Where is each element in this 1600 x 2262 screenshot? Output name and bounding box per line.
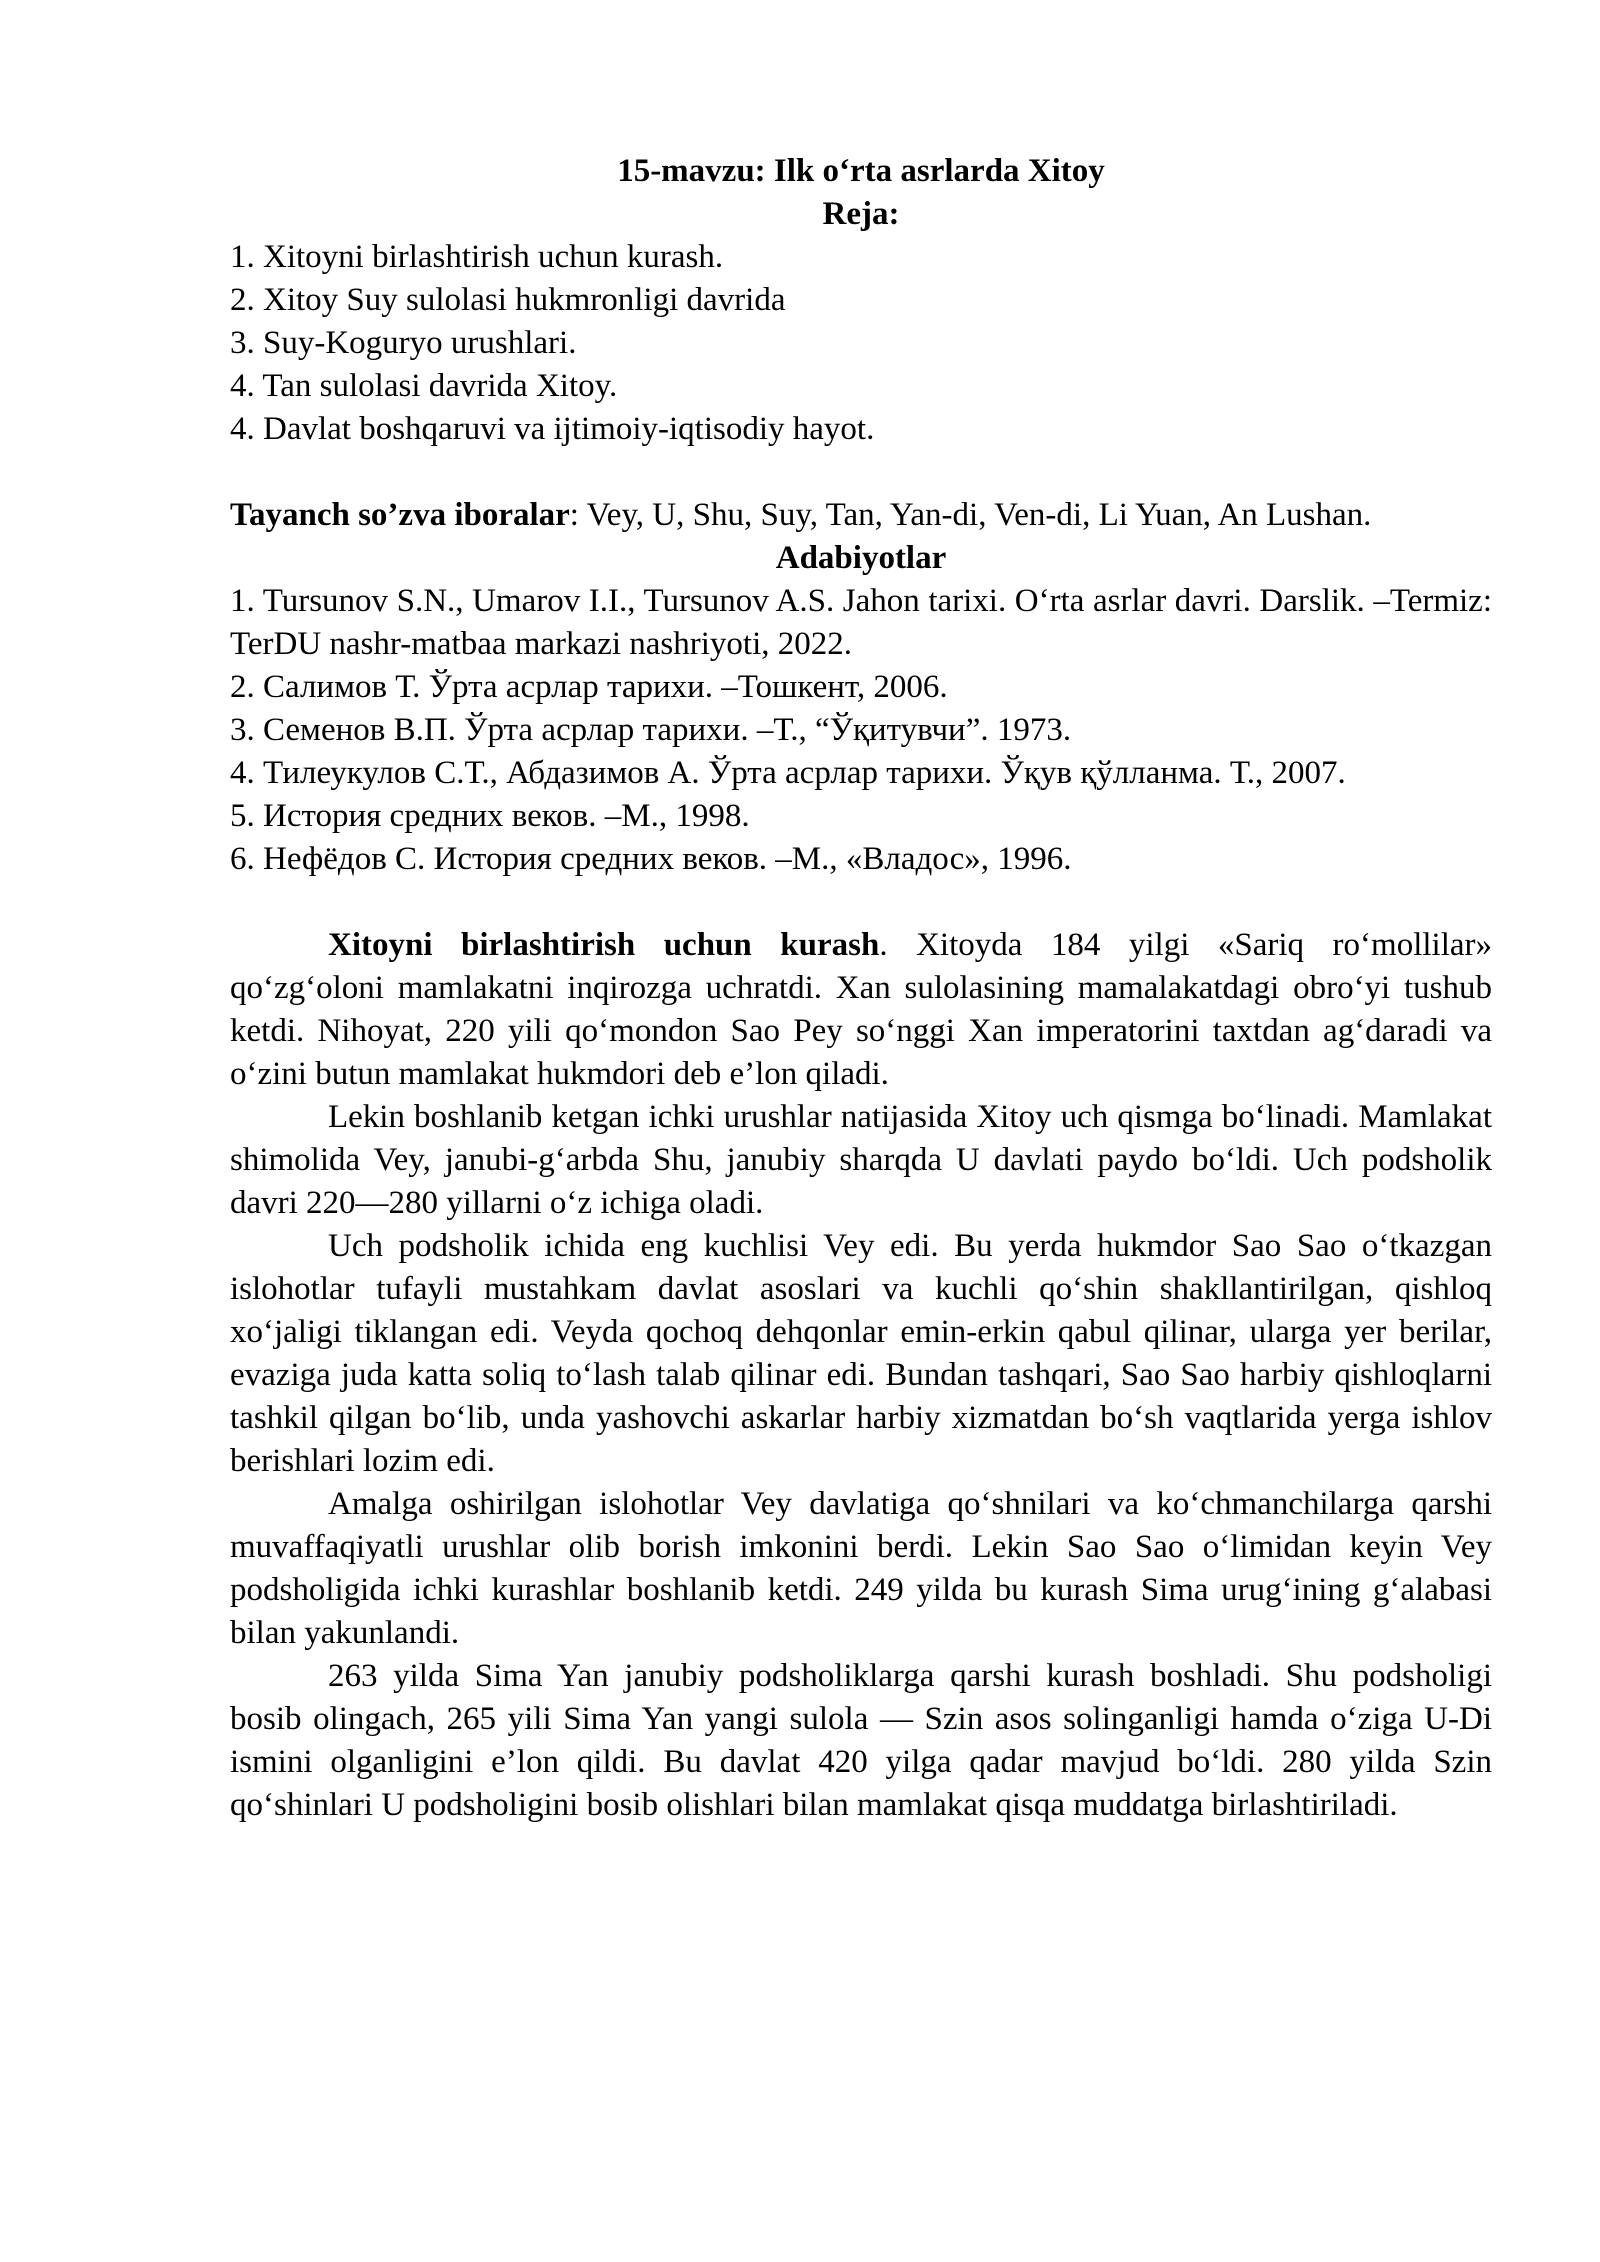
spacer (230, 451, 1492, 494)
plan-item: 2. Xitoy Suy sulolasi hukmronligi davrida (230, 282, 786, 318)
reference-item: 3. Семенов В.П. Ўрта асрлар тарихи. –Т., “Ўқитувчи”. 1973. (230, 712, 1072, 748)
reference-item: 2. Салимов Т. Ўрта асрлар тарихи. –Тошкент, 2006. (230, 669, 948, 705)
body-text: . Xitoyda 184 yilgi «Sariq ro‘mollilar» qo‘zg‘oloni mamlakatni inqirozga uchratdi. Xan sulolasining mamalakatdagi obro‘yi tushub ketdi. Nihoyat, 220 yili qo‘mondon Sao Pey so‘nggi Xan imperatorini taxtdan ag‘daradi va o‘zini butun mamlakat hukmdori deb e’lon qiladi. (230, 927, 1493, 1092)
plan-item: 4. Tan sulolasi davrida Xitoy. (230, 368, 618, 404)
body-paragraph (230, 924, 1492, 1096)
keywords-paragraph (230, 494, 1492, 537)
references-list (230, 580, 1492, 881)
keywords-label: Tayanch so’zva iboralar (230, 497, 570, 533)
plan-item: 4. Davlat boshqaruvi va ijtimoiy-iqtisodiy hayot. (230, 411, 875, 447)
section-heading: Xitoyni birlashtirish uchun kurash (328, 927, 880, 963)
body-paragraph: Lekin boshlanib ketgan ichki urushlar natijasida Xitoy uch qismga bo‘linadi. Mamlakat shimolida Vey, janubi-g‘arbda Shu, janubiy sharqda U davlati paydo bo‘ldi. Uch podsholik davri 220—280 yillarni o‘z ichiga oladi. (230, 1099, 1492, 1221)
reference-item: 4. Тилеукулов С.Т., Абдазимов А. Ўрта асрлар тарихи. Ўқув қўлланма. Т., 2007. (230, 755, 1346, 791)
plan-item: 3. Suy-Koguryo urushlari. (230, 325, 577, 361)
reference-item: 6. Нефёдов С. История средних веков. –М., «Владос», 1996. (230, 841, 1072, 877)
plan-item: 1. Xitoyni birlashtirish uchun kurash. (230, 239, 724, 275)
plan-list (230, 236, 1492, 451)
reference-item: 1. Tursunov S.N., Umarov I.I., Tursunov A.S. Jahon tarixi. O‘rta asrlar davri. Darslik. –Termiz: TerDU nashr-matbaa markazi nashriyoti, 2022. (230, 583, 1492, 662)
keywords-text: : Vey, U, Shu, Suy, Tan, Yan-di, Ven-di, Li Yuan, An Lushan. (569, 497, 1372, 533)
body-paragraph: 263 yilda Sima Yan janubiy podsholiklarga qarshi kurash boshladi. Shu podsholigi bosib olingach, 265 yili Sima Yan yangi sulola — Szin asos solinganligi hamda o‘ziga U-Di ismini olganligini e’lon qildi. Bu davlat 420 yilga qadar mavjud bo‘ldi. 280 yilda Szin qo‘shinlari U podsholigini bosib olishlari bilan mamlakat qisqa muddatga birlashtiriladi. (230, 1658, 1492, 1823)
body-paragraph: Amalga oshirilgan islohotlar Vey davlatiga qo‘shnilari va ko‘chmanchilarga qarshi muvaffaqiyatli urushlar olib borish imkonini berdi. Lekin Sao Sao o‘limidan keyin Vey podsholigida ichki kurashlar boshlanib ketdi. 249 yilda bu kurash Sima urug‘ining g‘alabasi bilan yakunlandi. (230, 1486, 1492, 1651)
spacer (230, 881, 1492, 924)
body-paragraph: Uch podsholik ichida eng kuchlisi Vey edi. Bu yerda hukmdor Sao Sao o‘tkazgan islohotlar tufayli mustahkam davlat asoslari va kuchli qo‘shin shakllantirilgan, qishloq xo‘jaligi tiklangan edi. Veyda qochoq dehqonlar emin-erkin qabul qilinar, ularga yer berilar, evaziga juda katta soliq to‘lash talab qilinar edi. Bundan tashqari, Sao Sao harbiy qishloqlarni tashkil qilgan bo‘lib, unda yashovchi askarlar harbiy xizmatdan bo‘sh vaqtlarida yerga ishlov berishlari lozim edi. (230, 1228, 1492, 1479)
plan-heading: Reja: (822, 196, 900, 232)
document-page (230, 150, 1492, 1827)
references-heading: Adabiyotlar (775, 540, 947, 576)
page-title: 15-mavzu: Ilk o‘rta asrlarda Xitoy (617, 153, 1105, 189)
reference-item: 5. История средних веков. –М., 1998. (230, 798, 750, 834)
